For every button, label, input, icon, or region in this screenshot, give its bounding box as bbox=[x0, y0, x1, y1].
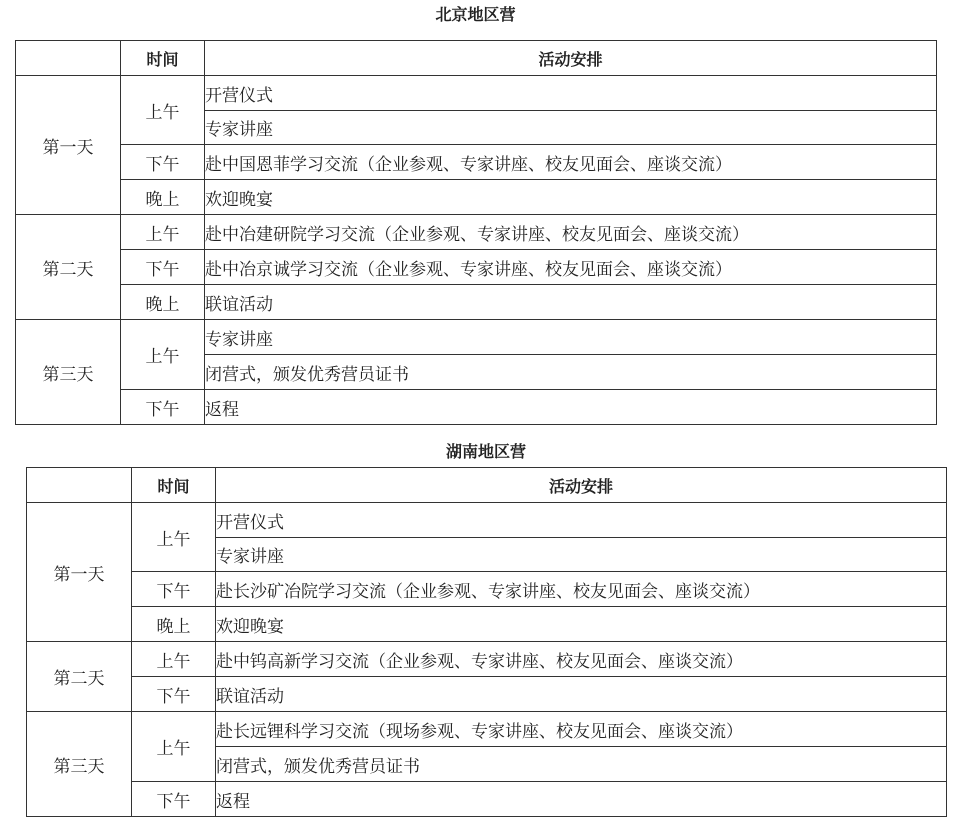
time-label: 上午 bbox=[132, 642, 216, 677]
activity-cell: 赴中冶京诚学习交流（企业参观、专家讲座、校友见面会、座谈交流） bbox=[205, 250, 937, 285]
activity-cell: 联谊活动 bbox=[216, 677, 947, 712]
day-label: 第三天 bbox=[27, 712, 132, 817]
time-label: 下午 bbox=[132, 782, 216, 817]
header-time: 时间 bbox=[132, 468, 216, 503]
time-label: 下午 bbox=[132, 572, 216, 607]
activity-cell: 赴中冶建研院学习交流（企业参观、专家讲座、校友见面会、座谈交流） bbox=[205, 215, 937, 250]
activity-cell: 专家讲座 bbox=[205, 320, 937, 355]
time-label: 晚上 bbox=[132, 607, 216, 642]
activity-cell: 闭营式，颁发优秀营员证书 bbox=[205, 355, 937, 390]
header-time: 时间 bbox=[121, 41, 205, 76]
time-label: 上午 bbox=[132, 712, 216, 782]
table-row bbox=[27, 503, 947, 538]
activity-cell: 赴长沙矿冶院学习交流（企业参观、专家讲座、校友见面会、座谈交流） bbox=[216, 572, 947, 607]
beijing-camp-title: 北京地区营 bbox=[435, 5, 516, 24]
activity-cell: 欢迎晚宴 bbox=[205, 180, 937, 215]
table-row bbox=[16, 215, 937, 250]
activity-cell: 开营仪式 bbox=[216, 503, 947, 538]
header-activity: 活动安排 bbox=[205, 41, 937, 76]
activity-cell: 专家讲座 bbox=[205, 111, 937, 145]
activity-cell: 欢迎晚宴 bbox=[216, 607, 947, 642]
activity-cell: 联谊活动 bbox=[205, 285, 937, 320]
activity-cell: 赴长远锂科学习交流（现场参观、专家讲座、校友见面会、座谈交流） bbox=[216, 712, 947, 747]
day-label: 第一天 bbox=[16, 76, 121, 215]
table-header-row bbox=[27, 468, 947, 503]
day-label: 第三天 bbox=[16, 320, 121, 425]
table-row bbox=[27, 642, 947, 677]
activity-cell: 赴中国恩菲学习交流（企业参观、专家讲座、校友见面会、座谈交流） bbox=[205, 145, 937, 180]
table-header-row bbox=[16, 41, 937, 76]
time-label: 下午 bbox=[132, 677, 216, 712]
time-label: 上午 bbox=[121, 76, 205, 145]
activity-cell: 专家讲座 bbox=[216, 538, 947, 572]
table-row bbox=[27, 782, 947, 817]
activity-cell: 返程 bbox=[205, 390, 937, 425]
table-row bbox=[16, 76, 937, 111]
header-day bbox=[27, 468, 132, 503]
table-row bbox=[16, 250, 937, 285]
activity-cell: 闭营式，颁发优秀营员证书 bbox=[216, 747, 947, 782]
table-row bbox=[27, 607, 947, 642]
table-row bbox=[16, 180, 937, 215]
table-row bbox=[27, 712, 947, 747]
activity-cell: 开营仪式 bbox=[205, 76, 937, 111]
table-row bbox=[16, 285, 937, 320]
table-row bbox=[16, 145, 937, 180]
time-label: 上午 bbox=[121, 215, 205, 250]
time-label: 晚上 bbox=[121, 285, 205, 320]
beijing-schedule-table bbox=[15, 40, 937, 425]
time-label: 下午 bbox=[121, 250, 205, 285]
time-label: 下午 bbox=[121, 390, 205, 425]
time-label: 下午 bbox=[121, 145, 205, 180]
day-label: 第一天 bbox=[27, 503, 132, 642]
hunan-camp-title: 湖南地区营 bbox=[445, 442, 526, 461]
hunan-schedule-table bbox=[26, 467, 947, 817]
activity-cell: 返程 bbox=[216, 782, 947, 817]
activity-cell: 赴中钨高新学习交流（企业参观、专家讲座、校友见面会、座谈交流） bbox=[216, 642, 947, 677]
table-row bbox=[27, 572, 947, 607]
header-activity: 活动安排 bbox=[216, 468, 947, 503]
table-row bbox=[27, 677, 947, 712]
time-label: 晚上 bbox=[121, 180, 205, 215]
table-row bbox=[16, 320, 937, 355]
header-day bbox=[16, 41, 121, 76]
time-label: 上午 bbox=[121, 320, 205, 390]
table-row bbox=[16, 390, 937, 425]
day-label: 第二天 bbox=[27, 642, 132, 712]
time-label: 上午 bbox=[132, 503, 216, 572]
day-label: 第二天 bbox=[16, 215, 121, 320]
